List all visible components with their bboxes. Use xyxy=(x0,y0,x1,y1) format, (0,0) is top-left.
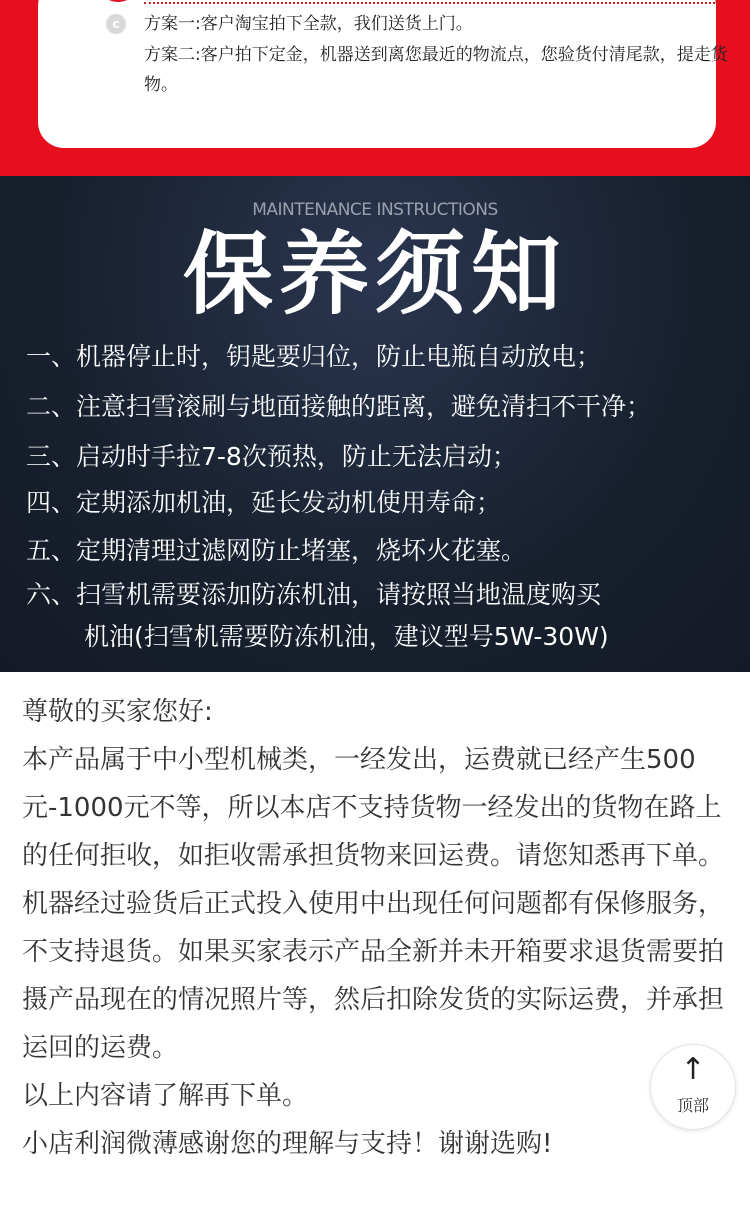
maintenance-section xyxy=(0,176,750,672)
red-header-section xyxy=(0,0,750,176)
rule-4: 四、定期添加机油，延长发动机使用寿命； xyxy=(26,488,502,517)
buyer-notice xyxy=(22,688,728,1168)
notice-line-2: 以上内容请了解再下单。 xyxy=(22,1081,309,1111)
back-to-top-label: 顶部 xyxy=(676,1096,709,1115)
rule-3: 三、启动时手拉7-8次预热，防止无法启动； xyxy=(26,442,517,471)
notice-line-3: 小店利润微薄感谢您的理解与支持！谢谢选购! xyxy=(22,1129,553,1159)
rule-6: 六、扫雪机需要添加防冻机油，请按照当地温度购买 xyxy=(26,580,602,609)
c-icon: c xyxy=(106,14,126,34)
dotted-divider xyxy=(144,2,719,4)
number-badge xyxy=(96,0,140,2)
rule-5: 五、定期清理过滤网防止堵塞，烧坏火花塞。 xyxy=(26,536,527,565)
rule-2: 二、注意扫雪滚刷与地面接触的距离，避免清扫不干净； xyxy=(26,392,652,421)
back-to-top-button[interactable] xyxy=(650,1044,736,1130)
arrow-up-icon: ↑ xyxy=(680,1052,706,1087)
delivery-card xyxy=(38,0,728,148)
delivery-plan-1: 方案一:客户淘宝拍下全款，我们送货上门。 xyxy=(144,14,473,34)
delivery-plan-2: 方案二:客户拍下定金，机器送到离您最近的物流点，您验货付清尾款，提走货物。 xyxy=(144,45,728,95)
rule-6-continued: 机油(扫雪机需要防冻机油，建议型号5W-30W) xyxy=(84,622,609,651)
maintenance-subtitle: MAINTENANCE INSTRUCTIONS xyxy=(252,200,498,220)
maintenance-title: 保养须知 xyxy=(183,222,567,327)
notice-greeting: 尊敬的买家您好: xyxy=(22,697,213,727)
rule-1: 一、机器停止时，钥匙要归位，防止电瓶自动放电； xyxy=(26,342,602,371)
notice-body: 本产品属于中小型机械类，一经发出，运费就已经产生500元-1000元不等，所以本店不支持货物一经发出的货物在路上的任何拒收，如拒收需承担货物来回运费。请您知悉再下单。机器经过验货后正式投入使用中出现任何问题都有保修服务，不支持退货。如果买家表示产品全新并未开箱要求退货需要拍摄产品现在的情况照片等，然后扣除发货的实际运费，并承担运回的运费。 xyxy=(22,745,725,1063)
